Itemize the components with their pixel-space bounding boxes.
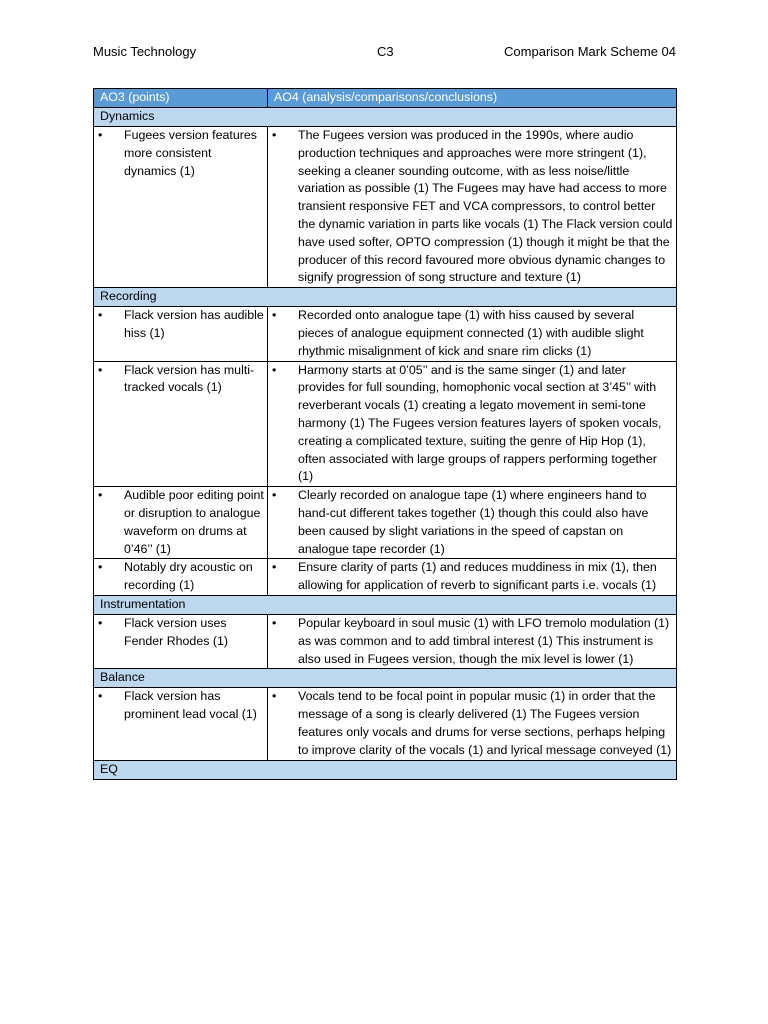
ao3-cell — [94, 487, 268, 559]
bullet-icon: • — [272, 362, 277, 377]
ao4-text: The Fugees version was produced in the 1990s, where audio production techniques and approaches were more stringent (1), seeking a cleaner sounding outcome, with as less noise/little variation as possible (1) The Fugees may have had access to more transient responsive FET and VCA compressors, to control better the dynamic variation in parts like vocals (1) The Flack version could have used softer, OPTO compression (1) though it might be that the producer of this record favoured more obvious dynamic changes to signify progression of song structure and texture (1) — [298, 128, 673, 285]
table-row — [94, 487, 677, 559]
table-header-row — [94, 89, 677, 108]
section-title: EQ — [94, 760, 677, 779]
bullet-icon: • — [98, 488, 103, 503]
ao3-text: Flack version has multi-tracked vocals (1) — [124, 362, 255, 395]
bullet-icon: • — [272, 128, 277, 142]
ao4-cell — [268, 688, 677, 760]
section-title: Dynamics — [94, 108, 677, 127]
column-header-ao3: AO3 (points) — [94, 89, 268, 108]
section-row — [94, 595, 677, 614]
ao3-text: Flack version has prominent lead vocal (1) — [124, 689, 257, 722]
ao4-text: Harmony starts at 0’05’’ and is the same singer (1) and later provides for full sounding, homophonic vocal section at 3’45’’ with reverberant vocals (1) creating a legato movement in semi-tone harmony (1) The Fugees version features layers of spoken vocals, creating a complicated texture, suiting the genre of Hip Hop (1), often associated with large groups of rappers performing together (1) — [298, 362, 662, 484]
section-title: Recording — [94, 288, 677, 307]
section-row — [94, 669, 677, 688]
ao4-text: Vocals tend to be focal point in popular music (1) in order that the message of a song is clearly delivered (1) The Fugees version features only vocals and drums for verse sections, perhaps helping to improve clarity of the vocals (1) and lyrical message conveyed (1) — [298, 689, 672, 757]
bullet-icon: • — [98, 615, 103, 630]
ao3-text: Flack version uses Fender Rhodes (1) — [124, 615, 228, 648]
ao3-cell — [94, 361, 268, 487]
section-row — [94, 288, 677, 307]
table-row — [94, 361, 677, 487]
header-component: C3 — [377, 44, 394, 59]
ao3-text: Notably dry acoustic on recording (1) — [124, 560, 253, 593]
bullet-icon: • — [98, 689, 103, 704]
ao4-cell — [268, 361, 677, 487]
mark-scheme-table — [93, 88, 677, 780]
section-title: Instrumentation — [94, 595, 677, 614]
ao3-text: Flack version has audible hiss (1) — [124, 308, 264, 340]
ao4-cell — [268, 307, 677, 361]
bullet-icon: • — [98, 560, 103, 575]
ao4-text: Ensure clarity of parts (1) and reduces muddiness in mix (1), then allowing for application of reverb to significant parts i.e. vocals (1) — [298, 560, 657, 593]
bullet-icon: • — [98, 128, 103, 142]
page-header — [93, 44, 676, 62]
table-row — [94, 307, 677, 361]
column-header-ao4: AO4 (analysis/comparisons/conclusions) — [268, 89, 677, 108]
section-row — [94, 760, 677, 779]
ao4-text: Clearly recorded on analogue tape (1) where engineers hand to hand-cut different takes together (1) though this could also have been caused by slight variations in the speed of capstan on analogue tape recorder (1) — [298, 488, 649, 556]
ao4-text: Recorded onto analogue tape (1) with hiss caused by several pieces of analogue equipment connected (1) with audible slight rhythmic misalignment of kick and snare rim clicks (1) — [298, 308, 644, 358]
ao3-cell — [94, 688, 268, 760]
header-subject: Music Technology — [93, 44, 197, 59]
ao4-text: Popular keyboard in soul music (1) with LFO tremolo modulation (1) as was common and to add timbral interest (1) This instrument is also used in Fugees version, though the mix level is lower (1) — [298, 615, 670, 666]
bullet-icon: • — [272, 689, 277, 704]
bullet-icon: • — [272, 615, 277, 630]
ao3-text: Audible poor editing point or disruption to analogue waveform on drums at 0’46’’ (1) — [124, 488, 264, 556]
table-row — [94, 614, 677, 668]
ao4-cell — [268, 487, 677, 559]
bullet-icon: • — [272, 488, 277, 503]
ao4-cell — [268, 127, 677, 288]
ao3-text: Fugees version features more consistent dynamics (1) — [124, 128, 257, 178]
section-title: Balance — [94, 669, 677, 688]
table-row — [94, 127, 677, 288]
ao3-cell — [94, 614, 268, 668]
bullet-icon: • — [98, 362, 103, 377]
section-row — [94, 108, 677, 127]
bullet-icon: • — [98, 308, 103, 323]
bullet-icon: • — [272, 560, 277, 575]
ao3-cell — [94, 307, 268, 361]
header-document-title: Comparison Mark Scheme 04 — [504, 44, 676, 59]
table-row — [94, 688, 677, 760]
ao4-cell — [268, 614, 677, 668]
ao3-cell — [94, 559, 268, 596]
table-row — [94, 559, 677, 596]
bullet-icon: • — [272, 308, 277, 323]
ao4-cell — [268, 559, 677, 596]
ao3-cell — [94, 127, 268, 288]
